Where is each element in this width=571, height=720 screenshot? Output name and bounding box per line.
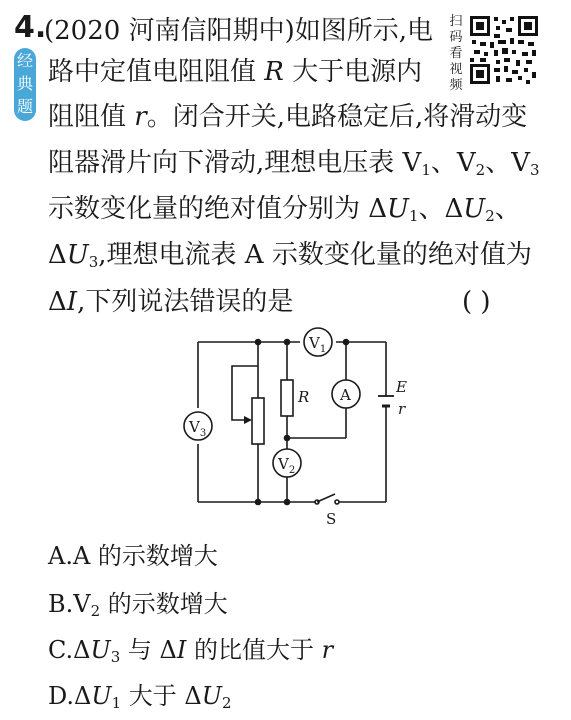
subscript: 2 xyxy=(485,207,495,225)
v3-label: $V_3$ xyxy=(189,418,207,439)
question-text: 阻器滑片向下滑动,理想电压表 V xyxy=(48,148,422,178)
question-text: 大于电源内 xyxy=(283,57,423,87)
option-text: 的比值大于 xyxy=(186,636,322,664)
subscript: 1 xyxy=(408,207,419,225)
var-U: U xyxy=(91,682,112,710)
question-line-6 xyxy=(48,238,532,279)
var-U: U xyxy=(463,194,486,224)
question-text: Δ xyxy=(48,240,67,270)
question-line-7 xyxy=(48,285,293,319)
subscript: 2 xyxy=(221,694,232,712)
junction xyxy=(256,340,261,345)
option-text: A.A 的示数增大 xyxy=(48,542,218,570)
slider-arrow xyxy=(244,416,252,424)
option-text: C.Δ xyxy=(48,636,91,664)
qr-label-char: 视 xyxy=(449,62,463,77)
question-line-4 xyxy=(48,146,540,187)
junction xyxy=(256,500,261,505)
qr-label-char: 扫 xyxy=(449,14,463,29)
question-text: Δ xyxy=(48,287,67,317)
switch-blade xyxy=(317,494,335,502)
qr-label-char: 码 xyxy=(449,30,463,45)
emf-label: E xyxy=(396,378,407,396)
var-U: U xyxy=(387,194,409,224)
option-text: 的示数增大 xyxy=(100,590,228,618)
question-line-3 xyxy=(48,100,527,134)
option-text: B.V xyxy=(48,590,91,618)
subscript: 2 xyxy=(90,602,101,620)
junction xyxy=(285,340,290,345)
option-text: D.Δ xyxy=(48,682,92,710)
circuit-diagram xyxy=(170,326,410,526)
tag-char: 经 xyxy=(16,51,33,70)
rheostat-slider-wire xyxy=(232,366,258,420)
internal-r-label: r xyxy=(398,400,406,418)
option-b[interactable] xyxy=(48,588,228,627)
resistor-R xyxy=(281,380,293,416)
tag-char: 典 xyxy=(16,74,33,93)
var-U: U xyxy=(201,682,222,710)
option-text: 大于 Δ xyxy=(121,682,202,710)
var-U: U xyxy=(90,636,111,664)
subscript: 2 xyxy=(475,161,486,179)
question-text: 路中定值电阻阻值 xyxy=(48,57,265,87)
var-I: I xyxy=(66,287,78,317)
question-number: 4. xyxy=(14,10,47,45)
answer-blank[interactable]: ( ) xyxy=(462,287,491,317)
option-a[interactable] xyxy=(48,540,218,572)
question-line-2 xyxy=(48,55,422,89)
question-text: 、 xyxy=(494,194,521,224)
classic-question-tag xyxy=(14,48,36,121)
qr-label xyxy=(447,14,465,94)
question-line-1 xyxy=(44,14,433,48)
var-r: r xyxy=(321,636,334,664)
question-text: 、V xyxy=(485,148,530,178)
switch-contact xyxy=(335,500,339,504)
a-label: A xyxy=(340,386,351,404)
question-line-5 xyxy=(48,192,521,233)
question-text: 示数变化量的绝对值分别为 Δ xyxy=(48,194,388,224)
question-text: ,下列说法错误的是 xyxy=(77,287,294,317)
subscript: 3 xyxy=(88,253,99,271)
question-text: 。闭合开关,电路稳定后,将滑动变 xyxy=(146,102,528,132)
option-c[interactable] xyxy=(48,634,333,673)
question-text: 阻阻值 xyxy=(48,102,135,132)
qr-code-icon[interactable] xyxy=(468,14,540,86)
question-text: (2020 河南信阳期中)如图所示,电 xyxy=(44,16,433,46)
rheostat-body xyxy=(252,398,264,444)
var-R: R xyxy=(264,57,284,87)
subscript: 1 xyxy=(421,161,431,179)
question-text: 、Δ xyxy=(418,194,464,224)
r-resistor-label: R xyxy=(298,388,310,406)
subscript: 3 xyxy=(529,161,540,179)
var-U: U xyxy=(66,240,89,270)
question-text: ,理想电流表 A 示数变化量的绝对值为 xyxy=(98,240,532,270)
v2-label: $V_2$ xyxy=(278,455,296,476)
qr-label-char: 频 xyxy=(449,78,463,93)
var-I: I xyxy=(176,636,187,664)
switch-label: S xyxy=(326,510,337,526)
v1-label: $V_1$ xyxy=(309,334,327,355)
subscript: 1 xyxy=(111,694,122,712)
qr-label-char: 看 xyxy=(449,46,463,61)
tag-char: 题 xyxy=(16,97,33,116)
question-text: 、V xyxy=(430,148,476,178)
junction xyxy=(285,500,290,505)
option-text: 与 Δ xyxy=(120,636,177,664)
option-d[interactable] xyxy=(48,680,232,719)
var-r: r xyxy=(134,102,147,132)
subscript: 3 xyxy=(110,648,121,666)
